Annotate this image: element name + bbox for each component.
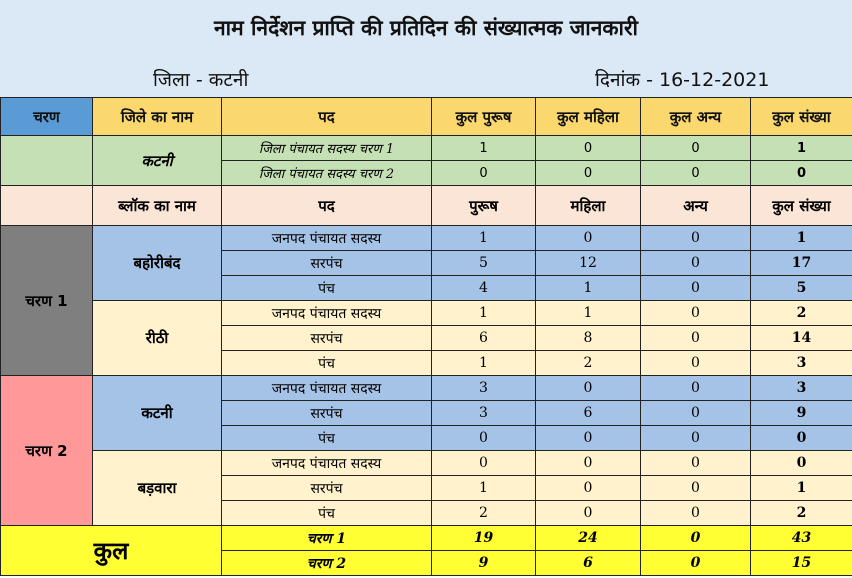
- total-cell: 5: [751, 276, 852, 301]
- other-cell: 0: [641, 351, 751, 376]
- other-cell: 0: [641, 301, 751, 326]
- total-cell: 2: [751, 301, 852, 326]
- total-cell: 15: [751, 551, 852, 576]
- table-row: [1, 451, 852, 476]
- male-cell: 0: [432, 161, 536, 186]
- other-cell: 0: [641, 276, 751, 301]
- female-cell: 0: [536, 161, 641, 186]
- table-row: [1, 376, 852, 401]
- table-row: [1, 226, 852, 251]
- male-cell: 1: [432, 301, 536, 326]
- post-cell: जिला पंचायत सदस्य चरण 1: [222, 136, 432, 161]
- post-cell: पंच: [222, 276, 432, 301]
- header-cell: पद: [222, 98, 432, 136]
- total-cell: 1: [751, 136, 852, 161]
- male-cell: 1: [432, 226, 536, 251]
- post-cell: जिला पंचायत सदस्य चरण 2: [222, 161, 432, 186]
- female-cell: 0: [536, 226, 641, 251]
- phase-label: चरण 2: [1, 376, 93, 526]
- subheader-cell: कुल संख्या: [751, 186, 852, 226]
- header-cell: कुल पुरूष: [432, 98, 536, 136]
- subheader-row: [1, 186, 852, 226]
- header-cell: कुल संख्या: [751, 98, 852, 136]
- summary-phase: चरण 1: [222, 526, 432, 551]
- male-cell: 3: [432, 401, 536, 426]
- nomination-table: [0, 97, 852, 576]
- district-name: कटनी: [93, 136, 222, 186]
- female-cell: 1: [536, 301, 641, 326]
- other-cell: 0: [641, 226, 751, 251]
- other-cell: 0: [641, 476, 751, 501]
- other-cell: 0: [641, 161, 751, 186]
- header-cell: कुल महिला: [536, 98, 641, 136]
- subheader-cell: पुरूष: [432, 186, 536, 226]
- other-cell: 0: [641, 526, 751, 551]
- subheader-cell: अन्य: [641, 186, 751, 226]
- district-row: [1, 136, 852, 161]
- subheader-cell: ब्लॉक का नाम: [93, 186, 222, 226]
- blank-cell: [1, 136, 93, 186]
- table-row: [1, 301, 852, 326]
- header-row: [1, 98, 852, 136]
- date-label: दिनांक - 16-12-2021: [595, 69, 770, 91]
- male-cell: 6: [432, 326, 536, 351]
- total-cell: 1: [751, 476, 852, 501]
- other-cell: 0: [641, 451, 751, 476]
- total-cell: 14: [751, 326, 852, 351]
- block-name: बड़वारा: [93, 451, 222, 526]
- post-cell: पंच: [222, 426, 432, 451]
- total-cell: 3: [751, 376, 852, 401]
- report-header: [0, 0, 852, 97]
- other-cell: 0: [641, 136, 751, 161]
- header-cell: चरण: [1, 98, 93, 136]
- female-cell: 0: [536, 426, 641, 451]
- summary-label: कुल: [1, 526, 222, 576]
- male-cell: 5: [432, 251, 536, 276]
- post-cell: जनपद पंचायत सदस्य: [222, 451, 432, 476]
- summary-row: [1, 526, 852, 551]
- female-cell: 2: [536, 351, 641, 376]
- female-cell: 6: [536, 551, 641, 576]
- subheader-cell: पद: [222, 186, 432, 226]
- block-name: कटनी: [93, 376, 222, 451]
- male-cell: 1: [432, 136, 536, 161]
- header-cell: जिले का नाम: [93, 98, 222, 136]
- post-cell: सरपंच: [222, 251, 432, 276]
- post-cell: सरपंच: [222, 401, 432, 426]
- total-cell: 3: [751, 351, 852, 376]
- female-cell: 0: [536, 451, 641, 476]
- district-label: जिला - कटनी: [153, 69, 249, 91]
- other-cell: 0: [641, 426, 751, 451]
- female-cell: 8: [536, 326, 641, 351]
- female-cell: 0: [536, 501, 641, 526]
- summary-phase: चरण 2: [222, 551, 432, 576]
- phase-label: चरण 1: [1, 226, 93, 376]
- other-cell: 0: [641, 376, 751, 401]
- post-cell: जनपद पंचायत सदस्य: [222, 376, 432, 401]
- block-name: बहोरीबंद: [93, 226, 222, 301]
- other-cell: 0: [641, 501, 751, 526]
- total-cell: 43: [751, 526, 852, 551]
- female-cell: 6: [536, 401, 641, 426]
- post-cell: पंच: [222, 351, 432, 376]
- male-cell: 1: [432, 476, 536, 501]
- total-cell: 1: [751, 226, 852, 251]
- male-cell: 1: [432, 351, 536, 376]
- total-cell: 17: [751, 251, 852, 276]
- post-cell: जनपद पंचायत सदस्य: [222, 226, 432, 251]
- block-name: रीठी: [93, 301, 222, 376]
- post-cell: सरपंच: [222, 476, 432, 501]
- blank-cell: [1, 186, 93, 226]
- total-cell: 0: [751, 426, 852, 451]
- male-cell: 9: [432, 551, 536, 576]
- female-cell: 24: [536, 526, 641, 551]
- female-cell: 0: [536, 476, 641, 501]
- post-cell: पंच: [222, 501, 432, 526]
- female-cell: 1: [536, 276, 641, 301]
- male-cell: 3: [432, 376, 536, 401]
- report-title: नाम निर्देशन प्राप्ति की प्रतिदिन की संख्यात्मक जानकारी: [214, 16, 638, 40]
- female-cell: 12: [536, 251, 641, 276]
- subheader-cell: महिला: [536, 186, 641, 226]
- male-cell: 4: [432, 276, 536, 301]
- post-cell: सरपंच: [222, 326, 432, 351]
- total-cell: 0: [751, 161, 852, 186]
- male-cell: 19: [432, 526, 536, 551]
- other-cell: 0: [641, 251, 751, 276]
- male-cell: 2: [432, 501, 536, 526]
- post-cell: जनपद पंचायत सदस्य: [222, 301, 432, 326]
- other-cell: 0: [641, 401, 751, 426]
- female-cell: 0: [536, 376, 641, 401]
- total-cell: 9: [751, 401, 852, 426]
- female-cell: 0: [536, 136, 641, 161]
- other-cell: 0: [641, 551, 751, 576]
- male-cell: 0: [432, 451, 536, 476]
- total-cell: 2: [751, 501, 852, 526]
- total-cell: 0: [751, 451, 852, 476]
- header-cell: कुल अन्य: [641, 98, 751, 136]
- other-cell: 0: [641, 326, 751, 351]
- male-cell: 0: [432, 426, 536, 451]
